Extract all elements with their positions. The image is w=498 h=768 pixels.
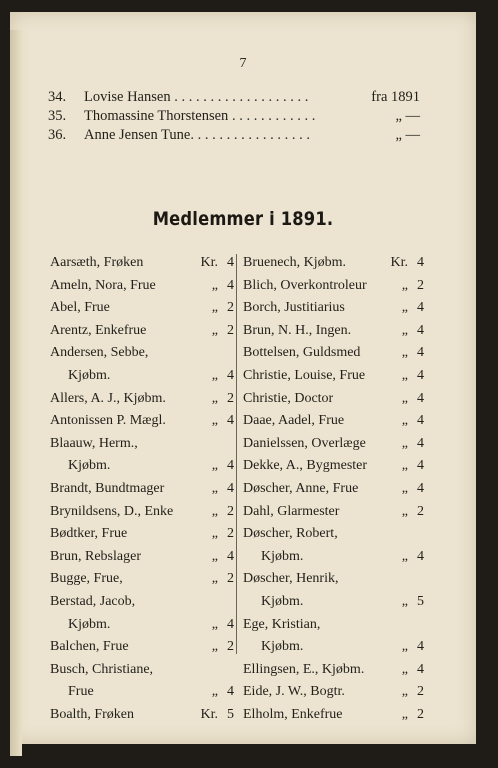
member-row — [243, 501, 424, 524]
member-name: Busch, Christiane, — [50, 661, 154, 677]
member-row — [50, 568, 234, 591]
member-row — [50, 342, 234, 365]
member-name: Arentz, Enkefrue — [50, 322, 147, 338]
member-row — [243, 342, 424, 365]
currency-mark: „ — [211, 390, 218, 406]
member-name: Bottelsen, Guldsmed — [243, 345, 361, 361]
member-name: Brun, Rebslager — [50, 548, 141, 564]
member-amount: 5 — [417, 593, 424, 609]
member-amount: 4 — [227, 255, 234, 270]
member-name: Brandt, Bundtmager — [50, 480, 165, 496]
entry-number: 34. — [48, 89, 67, 105]
member-name: Boalth, Frøken — [50, 706, 134, 722]
member-row — [50, 455, 234, 478]
member-name: Kjøbm. — [261, 639, 304, 655]
member-amount: 4 — [417, 345, 424, 361]
currency-mark: Kr. — [390, 255, 408, 270]
member-row — [50, 591, 234, 614]
member-amount: 4 — [417, 639, 424, 655]
member-name: Aarsæth, Frøken — [50, 255, 144, 270]
member-amount: 4 — [227, 458, 234, 474]
member-name: Christie, Doctor — [243, 390, 334, 406]
member-row — [243, 636, 424, 659]
member-amount: 4 — [417, 458, 424, 474]
leader-dots: . . . . . . . . . . . . . . . . . — [190, 127, 310, 143]
member-amount: 4 — [227, 548, 234, 564]
page-gutter — [10, 30, 22, 756]
member-name: Bugge, Frue, — [50, 571, 123, 587]
member-row — [243, 275, 424, 298]
member-row — [243, 320, 424, 343]
currency-mark: „ — [401, 458, 408, 474]
member-row — [243, 478, 424, 501]
member-name: Andersen, Sebbe, — [50, 345, 149, 361]
currency-mark: „ — [211, 480, 218, 496]
leader-dots: . . . . . . . . . . . . . . . . . . . — [170, 89, 309, 105]
member-row — [50, 523, 234, 546]
member-amount: 4 — [417, 548, 424, 564]
member-row — [50, 410, 234, 433]
member-row — [243, 297, 424, 320]
member-amount: 5 — [227, 706, 234, 722]
member-amount: 4 — [417, 435, 424, 451]
member-name: Brun, N. H., Ingen. — [243, 322, 352, 338]
currency-mark: „ — [401, 277, 408, 293]
member-amount: 4 — [227, 367, 234, 383]
entry-year: fra 1891 — [371, 89, 420, 105]
list-item — [48, 126, 420, 145]
member-name: Ege, Kristian, — [243, 616, 321, 632]
currency-mark: „ — [211, 503, 218, 519]
member-name: Kjøbm. — [68, 367, 111, 383]
member-row — [50, 681, 234, 704]
member-amount: 4 — [417, 322, 424, 338]
currency-mark: „ — [401, 503, 408, 519]
member-row — [50, 320, 234, 343]
entry-name: Thomassine Thorstensen — [84, 108, 229, 124]
member-name: Kjøbm. — [68, 458, 111, 474]
member-name: Antonissen P. Mægl. — [50, 413, 166, 429]
entry-name: Lovise Hansen — [84, 89, 171, 105]
member-amount: 2 — [227, 390, 234, 406]
page-number: 7 — [239, 56, 247, 71]
currency-mark: „ — [401, 661, 408, 677]
member-name: Bruenech, Kjøbm. — [243, 255, 347, 270]
currency-mark: Kr. — [200, 706, 218, 722]
entry-number: 35. — [48, 108, 67, 124]
member-row — [243, 388, 424, 411]
list-item — [48, 88, 420, 107]
member-amount: 4 — [227, 413, 234, 429]
currency-mark: „ — [401, 300, 408, 316]
member-amount: 4 — [417, 367, 424, 383]
member-row — [50, 478, 234, 501]
currency-mark: „ — [211, 526, 218, 542]
member-name: Allers, A. J., Kjøbm. — [50, 390, 166, 406]
member-amount: 4 — [227, 480, 234, 496]
member-amount: 2 — [227, 571, 234, 587]
member-row — [243, 614, 424, 637]
member-row — [50, 275, 234, 298]
member-row — [243, 410, 424, 433]
member-name: Kjøbm. — [261, 548, 304, 564]
member-amount: 4 — [417, 255, 424, 270]
list-item — [48, 107, 420, 126]
top-entry-list — [48, 88, 420, 145]
currency-mark: „ — [401, 706, 408, 722]
currency-mark: „ — [211, 458, 218, 474]
member-row — [243, 704, 424, 727]
member-amount: 4 — [417, 413, 424, 429]
currency-mark: Kr. — [200, 255, 218, 270]
member-name: Abel, Frue — [50, 300, 110, 316]
member-row — [50, 501, 234, 524]
member-row — [50, 252, 234, 275]
member-row — [50, 704, 234, 727]
member-name: Dekke, A., Bygmester — [243, 458, 368, 474]
member-row — [50, 636, 234, 659]
right-member-column — [243, 252, 424, 726]
member-amount: 2 — [227, 322, 234, 338]
member-name: Ameln, Nora, Frue — [50, 277, 156, 293]
currency-mark: „ — [401, 593, 408, 609]
currency-mark: „ — [401, 322, 408, 338]
member-row — [243, 433, 424, 456]
member-row — [50, 297, 234, 320]
currency-mark: „ — [211, 322, 218, 338]
currency-mark: „ — [211, 639, 218, 655]
member-columns — [50, 252, 424, 722]
member-row — [50, 659, 234, 682]
member-amount: 2 — [227, 503, 234, 519]
entry-number: 36. — [48, 127, 67, 143]
member-row — [243, 365, 424, 388]
member-amount: 4 — [227, 616, 234, 632]
member-name: Døscher, Henrik, — [243, 571, 339, 587]
member-amount: 4 — [417, 661, 424, 677]
currency-mark: „ — [401, 345, 408, 361]
currency-mark: „ — [401, 435, 408, 451]
member-name: Danielssen, Overlæge — [243, 435, 366, 451]
currency-mark: „ — [211, 616, 218, 632]
entry-name: Anne Jensen Tune — [84, 127, 191, 143]
currency-mark: „ — [211, 277, 218, 293]
member-name: Blaauw, Herm., — [50, 435, 138, 451]
member-name: Daae, Aadel, Frue — [243, 413, 345, 429]
member-name: Bødtker, Frue — [50, 526, 128, 542]
member-name: Dahl, Glarmester — [243, 503, 340, 519]
member-row — [243, 546, 424, 569]
currency-mark: „ — [401, 548, 408, 564]
currency-mark: „ — [211, 571, 218, 587]
member-amount: 2 — [227, 639, 234, 655]
member-row — [243, 591, 424, 614]
member-amount: 2 — [417, 684, 424, 700]
currency-mark: „ — [401, 413, 408, 429]
entry-year: „ — — [395, 127, 420, 143]
member-name: Eide, J. W., Bogtr. — [243, 684, 345, 700]
leader-dots: . . . . . . . . . . . . — [228, 108, 316, 124]
column-divider — [236, 254, 237, 654]
member-amount: 2 — [417, 706, 424, 722]
member-name: Frue — [68, 684, 94, 700]
member-row — [243, 252, 424, 275]
currency-mark: „ — [211, 300, 218, 316]
member-name: Døscher, Anne, Frue — [243, 480, 359, 496]
currency-mark: „ — [211, 548, 218, 564]
member-amount: 4 — [227, 277, 234, 293]
member-amount: 4 — [417, 300, 424, 316]
currency-mark: „ — [401, 480, 408, 496]
member-row — [50, 614, 234, 637]
currency-mark: „ — [401, 367, 408, 383]
currency-mark: „ — [401, 639, 408, 655]
member-amount: 2 — [227, 300, 234, 316]
member-name: Brynildsens, D., Enke — [50, 503, 174, 519]
member-name: Christie, Louise, Frue — [243, 367, 366, 383]
section-heading: Medlemmer i 1891. — [152, 208, 334, 230]
currency-mark: „ — [401, 684, 408, 700]
member-row — [50, 365, 234, 388]
member-row — [243, 568, 424, 591]
member-row — [243, 523, 424, 546]
member-name: Blich, Overkontroleur — [243, 277, 367, 293]
member-amount: 4 — [417, 480, 424, 496]
currency-mark: „ — [401, 390, 408, 406]
member-name: Berstad, Jacob, — [50, 593, 136, 609]
member-amount: 2 — [227, 526, 234, 542]
member-row — [50, 388, 234, 411]
member-name: Kjøbm. — [68, 616, 111, 632]
member-row — [243, 455, 424, 478]
member-row — [50, 433, 234, 456]
member-row — [243, 681, 424, 704]
member-amount: 2 — [417, 277, 424, 293]
currency-mark: „ — [211, 684, 218, 700]
member-name: Balchen, Frue — [50, 639, 129, 655]
member-name: Ellingsen, E., Kjøbm. — [243, 661, 365, 677]
member-name: Døscher, Robert, — [243, 526, 338, 542]
currency-mark: „ — [211, 413, 218, 429]
member-row — [50, 546, 234, 569]
book-page — [10, 12, 476, 744]
member-name: Kjøbm. — [261, 593, 304, 609]
member-name: Elholm, Enkefrue — [243, 706, 343, 722]
member-amount: 4 — [227, 684, 234, 700]
left-member-column — [50, 252, 234, 726]
member-name: Borch, Justitiarius — [243, 300, 345, 316]
currency-mark: „ — [211, 367, 218, 383]
entry-year: „ — — [395, 108, 420, 124]
member-row — [243, 659, 424, 682]
member-amount: 4 — [417, 390, 424, 406]
member-amount: 2 — [417, 503, 424, 519]
